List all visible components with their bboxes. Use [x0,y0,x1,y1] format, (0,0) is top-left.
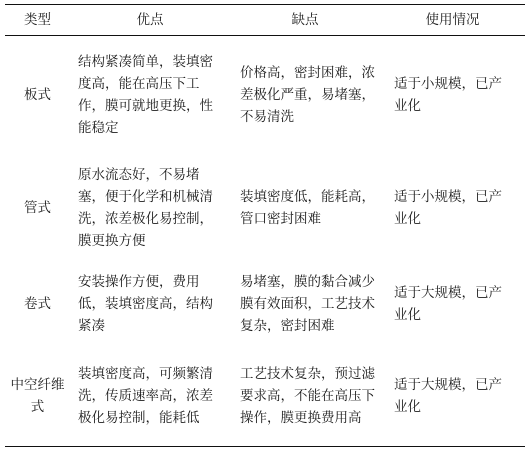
header-cons: 缺点 [291,12,319,28]
membrane-comparison-table [5,4,525,447]
table-header-row [5,5,525,36]
row-cons-cell: 价格高，密封困难，浓差极化严重，易堵塞，不易清洗 [240,65,375,125]
table-row [5,154,525,262]
row-usage-cell: 适于小规模，已产业化 [394,76,502,114]
row-usage-cell: 适于大规模，已产业化 [394,285,502,323]
row-usage-cell: 适于小规模，已产业化 [394,189,502,227]
header-usage: 使用情况 [425,12,480,28]
table-row [5,36,525,155]
row-pros-cell: 安装操作方便，费用低，装填密度高，结构紧凑 [78,274,213,334]
row-cons-cell: 易堵塞，膜的黏合减少膜有效面积，工艺技术复杂，密封困难 [240,274,375,334]
row-type-cell: 板式 [24,87,51,103]
row-pros-cell: 装填密度高，可频繁清洗，传质速率高，浓差极化易控制，能耗低 [78,366,213,426]
row-type-cell: 卷式 [24,296,51,312]
row-cons-cell: 装填密度低，能耗高，管口密封困难 [240,189,375,227]
row-usage-cell: 适于大规模，已产业化 [394,377,502,415]
row-pros-cell: 结构紧凑简单，装填密度高，能在高压下工作，膜可就地更换，性能稳定 [78,54,213,136]
header-type: 类型 [24,12,51,28]
row-cons-cell: 工艺技术复杂，预过滤要求高，不能在高压下操作，膜更换费用高 [240,366,375,426]
table-row [5,262,525,346]
row-type-cell: 管式 [24,200,51,216]
row-pros-cell: 原水流态好，不易堵塞，便于化学和机械清洗，浓差极化易控制，膜更换方便 [78,167,213,249]
row-type-cell: 中空纤维式 [10,377,65,415]
header-pros: 优点 [136,12,164,28]
table-row [5,346,525,447]
